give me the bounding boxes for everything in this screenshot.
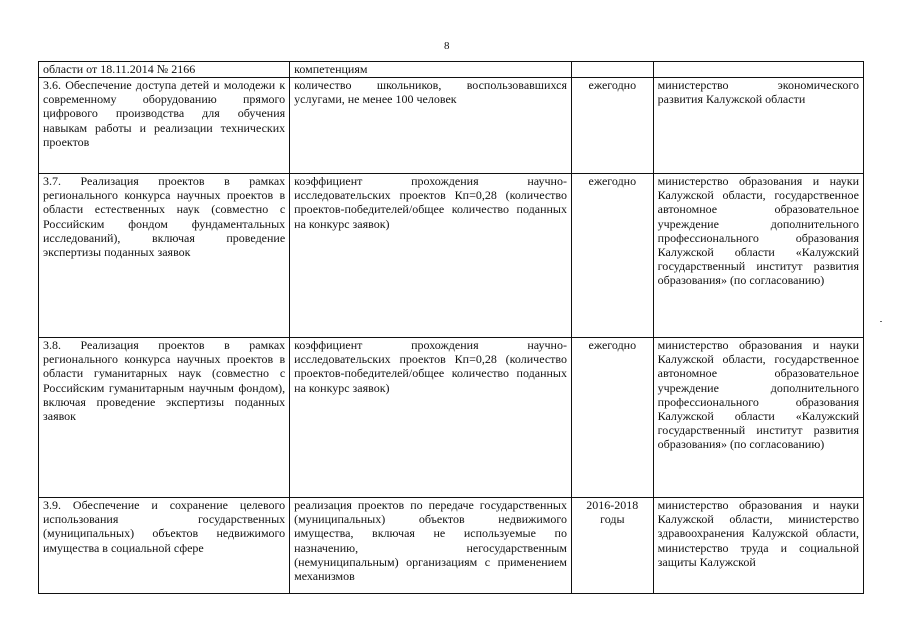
table-row: [39, 338, 864, 498]
indicator-cell: количество школьников, воспользовавшихся услугами, не менее 100 человек: [290, 78, 572, 174]
term-cell: ежегодно: [571, 174, 653, 338]
table-row: [39, 174, 864, 338]
table-row: [39, 498, 864, 594]
measure-cell: 3.8. Реализация проектов в рамках регионального конкурса научных проектов в области гуманитарных наук (совместно с Российским гуманитарным научным фондом), включая проведение экспертизы поданных заявок: [39, 338, 290, 498]
scan-speck: [880, 321, 882, 322]
term-cell: [571, 62, 653, 78]
measure-cell: области от 18.11.2014 № 2166: [39, 62, 290, 78]
indicator-cell: коэффициент прохождения научно-исследовательских проектов Кп=0,28 (количество проектов-победителей/общее количество поданных на конкурс заявок): [290, 174, 572, 338]
indicator-cell: коэффициент прохождения научно-исследовательских проектов Кп=0,28 (количество проектов-победителей/общее количество поданных на конкурс заявок): [290, 338, 572, 498]
measure-cell: 3.9. Обеспечение и сохранение целевого использования государственных (муниципальных) объектов недвижимого имущества в социальной сфере: [39, 498, 290, 594]
indicator-cell: компетенциям: [290, 62, 572, 78]
measure-cell: 3.7. Реализация проектов в рамках регионального конкурса научных проектов в области естественных наук (совместно с Российским фондом фундаментальных исследований), включая проведение экспертизы поданных заявок: [39, 174, 290, 338]
table-row: [39, 62, 864, 78]
term-cell: ежегодно: [571, 338, 653, 498]
responsible-cell: министерство образования и науки Калужской области, министерство здравоохранения Калужской области, министерство труда и социальной защиты Калужской: [653, 498, 863, 594]
measures-table: [38, 61, 864, 594]
responsible-cell: министерство образования и науки Калужской области, государственное автономное образовательное учреждение дополнительного профессионального образования Калужской области «Калужский государственный институт развития образования» (по согласованию): [653, 338, 863, 498]
page-number: 8: [444, 40, 450, 52]
responsible-cell: [653, 62, 863, 78]
responsible-cell: министерство экономического развития Калужской области: [653, 78, 863, 174]
term-cell: 2016-2018 годы: [571, 498, 653, 594]
term-cell: ежегодно: [571, 78, 653, 174]
indicator-cell: реализация проектов по передаче государственных (муниципальных) объектов недвижимого имущества, включая не используемые по назначению, негосударственным (немуниципальным) организациям с применением механизмов: [290, 498, 572, 594]
table-row: [39, 78, 864, 174]
responsible-cell: министерство образования и науки Калужской области, государственное автономное образовательное учреждение дополнительного профессионального образования Калужской области «Калужский государственный институт развития образования» (по согласованию): [653, 174, 863, 338]
measure-cell: 3.6. Обеспечение доступа детей и молодежи к современному оборудованию прямого цифрового производства для обучения навыкам работы и реализации технических проектов: [39, 78, 290, 174]
